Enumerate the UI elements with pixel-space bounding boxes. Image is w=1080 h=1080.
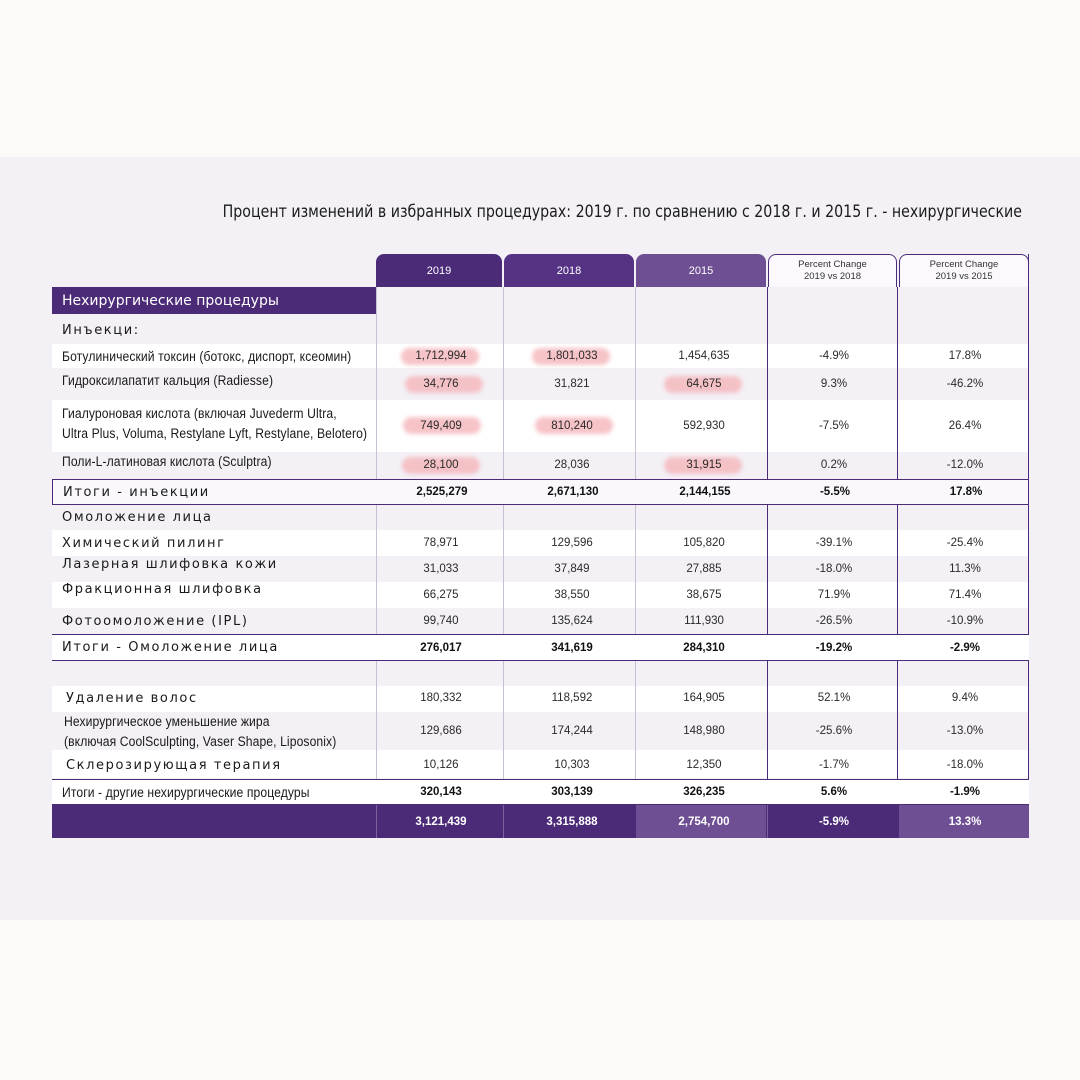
value-2015: 111,930 [684, 615, 724, 627]
total-label: Итоги - инъекции [63, 484, 210, 500]
total-2018: 303,139 [551, 786, 593, 798]
percent-change-2015: 9.4% [951, 692, 979, 704]
row-label: Ботулинический токсин (ботокс, диспорт, ксеомин) [62, 348, 352, 364]
table-row [52, 530, 1029, 556]
total-label: Итоги - другие нехирургические процедуры [62, 784, 310, 800]
total-row [52, 634, 1029, 661]
row-label-line: Гиалуроновая кислота (включая Juvederm Ultra, [62, 406, 337, 421]
group-heading-rejuvenation: Омоложение лица [62, 510, 213, 525]
value-2018: 10,303 [554, 759, 590, 771]
percent-change-2018: -1.7% [818, 759, 850, 771]
total-2019: 320,143 [420, 786, 462, 798]
group-heading-injections: Инъекци: [62, 322, 140, 338]
percent-change-period: 2019 vs 2018 [803, 271, 862, 282]
percent-change-2018: -7.5% [818, 420, 850, 432]
row-label: Химический пилинг [62, 535, 226, 551]
row-label [64, 711, 406, 752]
table-row [52, 400, 1029, 452]
percent-change-2018: 0.2% [820, 459, 848, 471]
page-title: Процент изменений в избранных процедурах: 2019 г. по сравнению с 2018 г. и 2015 г. - нехирургические [222, 202, 1022, 221]
column-header-percent-change-2018 [768, 254, 897, 287]
row-label-line: (включая CoolSculpting, Vaser Shape, Liposonix) [64, 734, 337, 749]
table-row [52, 452, 1029, 478]
total-2015: 326,235 [683, 786, 725, 798]
value-2018: 1,801,033 [546, 350, 598, 362]
total-percent-change-2015: -1.9% [949, 786, 981, 798]
value-2019: 1,712,994 [415, 350, 467, 362]
value-2018: 129,596 [551, 537, 593, 549]
column-header-percent-change-2015 [899, 254, 1029, 287]
total-percent-change-2018: -19.2% [815, 641, 853, 654]
percent-change-label: Percent Change [798, 259, 867, 270]
value-2019: 10,126 [423, 759, 459, 771]
table-row [52, 370, 1029, 398]
total-percent-change-2015: 17.8% [949, 486, 983, 498]
percent-change-2018: -39.1% [815, 537, 853, 549]
value-2018: 31,821 [554, 378, 590, 390]
percent-change-2018: -26.5% [815, 615, 853, 627]
total-2015: 2,144,155 [679, 486, 731, 498]
total-label: Итоги - Омоложение лица [62, 640, 279, 655]
value-2015: 1,454,635 [678, 350, 730, 362]
percent-change-2015: -18.0% [946, 759, 984, 771]
total-row [52, 479, 1029, 505]
percent-change-2018: -4.9% [818, 350, 850, 362]
grand-total-2018: 3,315,888 [546, 815, 598, 828]
percent-change-2015: 11.3% [949, 563, 981, 575]
value-2015: 148,980 [683, 725, 725, 737]
row-label: Лазерная шлифовка кожи [62, 557, 278, 572]
table-row [52, 608, 1029, 634]
value-2018: 135,624 [551, 615, 593, 627]
value-2019: 749,409 [420, 420, 462, 432]
percent-change-period: 2019 vs 2015 [935, 271, 993, 282]
row-label [62, 400, 404, 456]
total-percent-change-2018: 5.6% [820, 786, 848, 798]
table-row [52, 686, 1029, 710]
row-label: Поли-L-латиновая кислота (Sculptra) [62, 454, 272, 469]
total-2019: 276,017 [420, 641, 462, 654]
table-row [52, 344, 1029, 368]
row-label: Склерозирующая терапия [66, 757, 282, 773]
value-2015: 12,350 [686, 759, 722, 771]
percent-change-2015: 17.8% [948, 350, 982, 362]
group-heading-row [52, 505, 1029, 530]
grand-total-values [52, 805, 1029, 838]
row-label-line: Нехирургическое уменьшение жира [64, 714, 270, 729]
column-header-2019: 2019 [376, 254, 502, 287]
row-label: Фотоомоложение (IPL) [62, 613, 249, 629]
table-row [52, 752, 1029, 778]
column-header-2018: 2018 [504, 254, 634, 287]
value-2015: 27,885 [686, 563, 722, 575]
total-percent-change-2018: -5.5% [819, 486, 851, 498]
section-title: Нехирургические процедуры [52, 287, 376, 314]
percent-change-2018: 52.1% [817, 692, 851, 704]
grand-total-percent-change-2015: 13.3% [948, 815, 982, 828]
value-2019: 78,971 [423, 537, 459, 549]
total-2018: 341,619 [551, 641, 593, 654]
grand-total-2015: 2,754,700 [678, 815, 730, 828]
percent-change-2018: -25.6% [815, 725, 853, 737]
value-2019: 99,740 [423, 615, 459, 627]
grand-total-2019: 3,121,439 [415, 815, 467, 828]
row-label: Фракционная шлифовка [62, 582, 263, 597]
total-2018: 2,671,130 [547, 486, 599, 498]
value-2015: 38,675 [686, 589, 722, 601]
grand-total-percent-change-2018: -5.9% [818, 815, 850, 828]
value-2019: 31,033 [423, 563, 459, 575]
value-2019: 129,686 [420, 725, 462, 737]
total-row [52, 779, 1029, 805]
percent-change-2015: 71.4% [948, 589, 982, 601]
value-2018: 38,550 [554, 589, 590, 601]
row-label-line: Ultra Plus, Voluma, Restylane Lyft, Restylane, Belotero) [62, 426, 368, 441]
total-2015: 284,310 [683, 641, 725, 654]
total-2019: 2,525,279 [416, 486, 468, 498]
value-2019: 180,332 [420, 692, 462, 704]
value-2019: 28,100 [423, 459, 459, 471]
value-2018: 118,592 [551, 692, 593, 704]
value-2015: 105,820 [683, 537, 725, 549]
table-row [52, 711, 1029, 751]
value-2018: 28,036 [554, 459, 590, 471]
value-2018: 810,240 [551, 420, 593, 432]
group-heading-row [52, 316, 1029, 344]
value-2018: 37,849 [554, 563, 590, 575]
total-percent-change-2015: -2.9% [949, 641, 981, 654]
table-row [52, 582, 1029, 608]
value-2018: 174,244 [551, 725, 593, 737]
percent-change-2015: -12.0% [946, 459, 984, 471]
percent-change-2018: 9.3% [820, 378, 848, 390]
value-2015: 164,905 [683, 692, 725, 704]
row-label: Гидроксилапатит кальция (Radiesse) [62, 373, 274, 388]
value-2015: 64,675 [686, 378, 722, 390]
value-2015: 31,915 [686, 459, 722, 471]
value-2019: 34,776 [423, 378, 459, 390]
percent-change-label: Percent Change [929, 259, 999, 270]
table-row [52, 556, 1029, 582]
column-header-2015: 2015 [636, 254, 766, 287]
percent-change-2015: -13.0% [946, 725, 984, 737]
percent-change-2018: 71.9% [817, 589, 851, 601]
percent-change-2015: 26.4% [948, 420, 982, 432]
percent-change-2015: -25.4% [946, 537, 984, 549]
percent-change-2018: -18.0% [815, 563, 853, 575]
percent-change-2015: -10.9% [946, 615, 984, 627]
value-2015: 592,930 [683, 420, 725, 432]
value-2019: 66,275 [423, 589, 459, 601]
percent-change-2015: -46.2% [946, 378, 984, 390]
row-label: Удаление волос [66, 690, 198, 706]
